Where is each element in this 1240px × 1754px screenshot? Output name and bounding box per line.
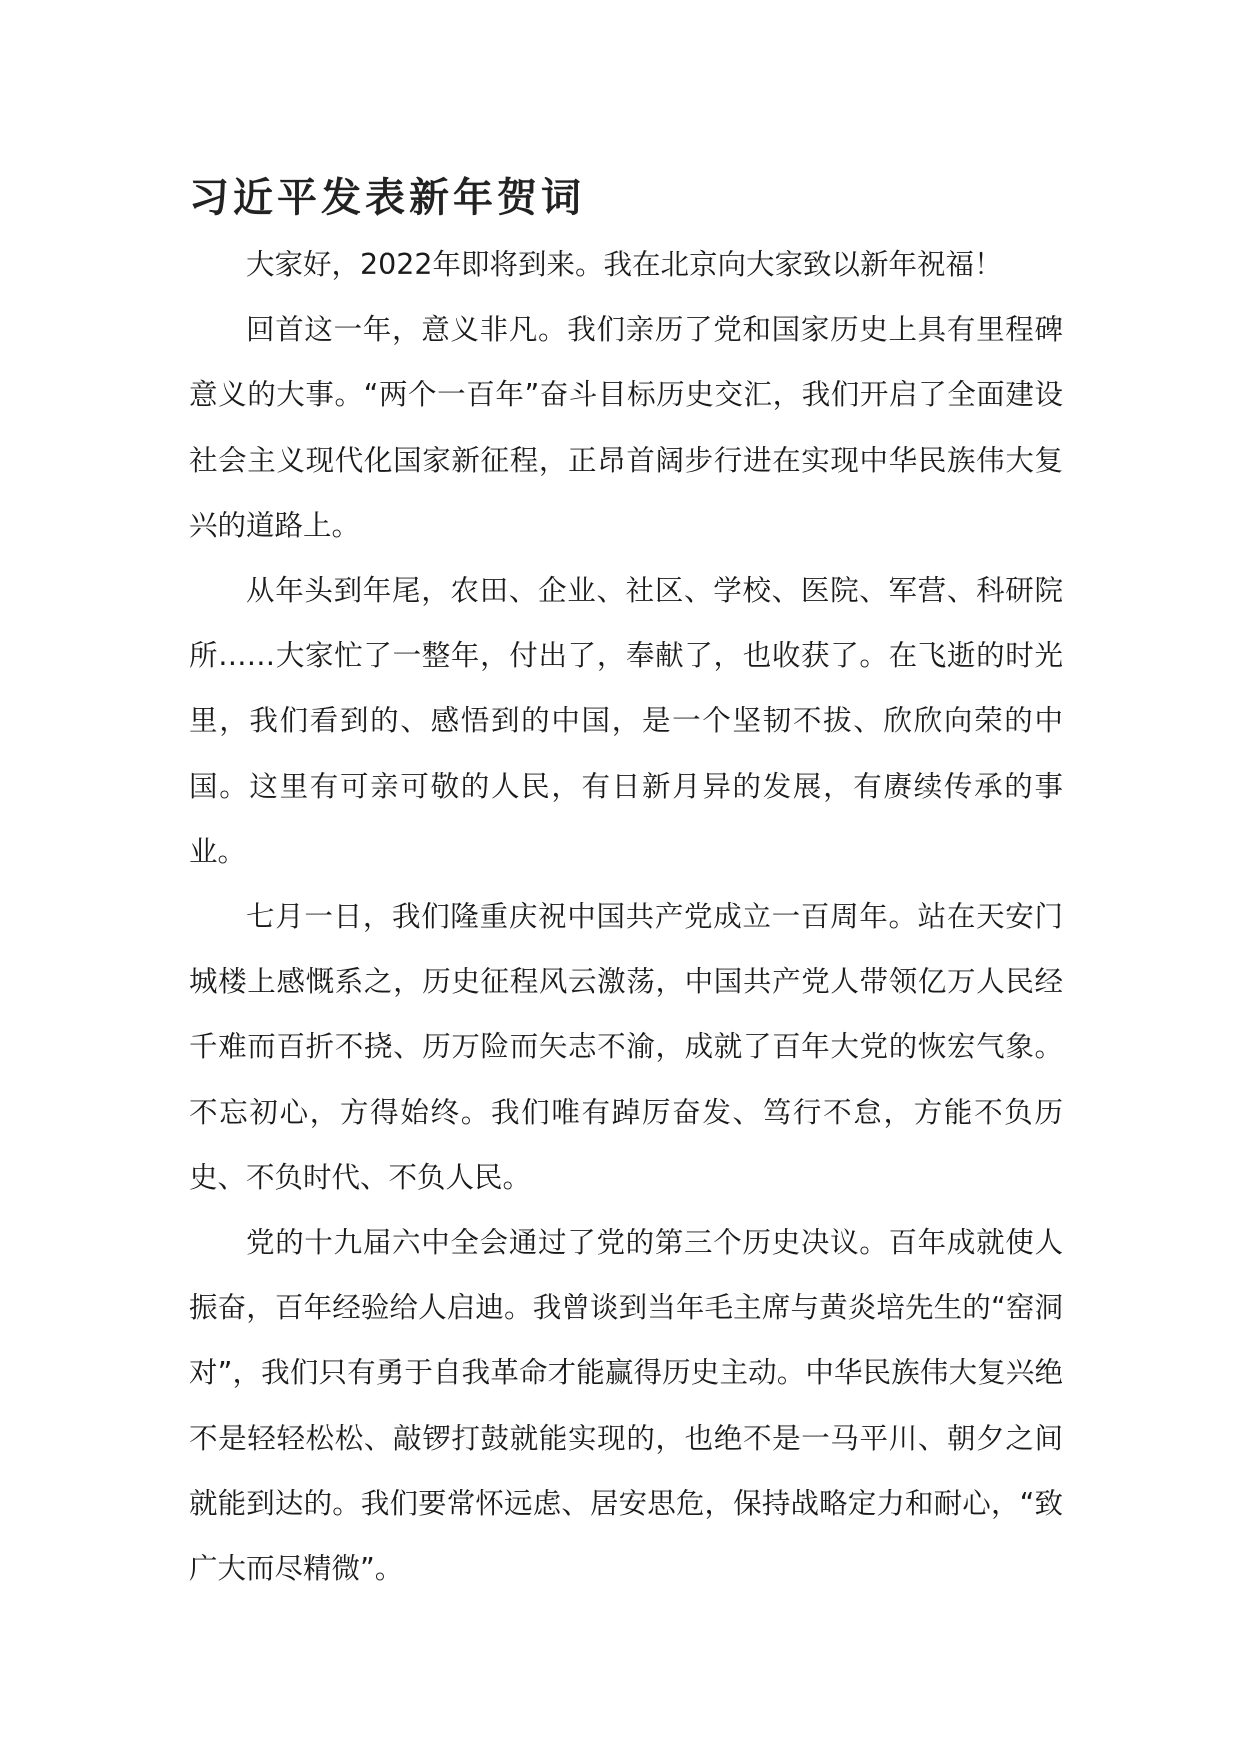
document-body xyxy=(189,232,1063,1601)
document-title: 习近平发表新年贺词 xyxy=(189,175,585,221)
paragraph: 党的十九届六中全会通过了党的第三个历史决议。百年成就使人振奋，百年经验给人启迪。我曾谈到当年毛主席与黄炎培先生的“窑洞对”，我们只有勇于自我革命才能赢得历史主动。中华民族伟大复兴绝不是轻轻松松、敲锣打鼓就能实现的，也绝不是一马平川、朝夕之间就能到达的。我们要常怀远虑、居安思危，保持战略定力和耐心，“致广大而尽精微”。 xyxy=(189,1226,1063,1586)
paragraph: 从年头到年尾，农田、企业、社区、学校、医院、军营、科研院所……大家忙了一整年，付出了，奉献了，也收获了。在飞逝的时光里，我们看到的、感悟到的中国，是一个坚韧不拔、欣欣向荣的中国。这里有可亲可敬的人民，有日新月异的发展，有赓续传承的事业。 xyxy=(189,574,1063,868)
paragraph: 回首这一年，意义非凡。我们亲历了党和国家历史上具有里程碑意义的大事。“两个一百年”奋斗目标历史交汇，我们开启了全面建设社会主义现代化国家新征程，正昂首阔步行进在实现中华民族伟大复兴的道路上。 xyxy=(189,313,1063,542)
paragraph: 大家好，2022年即将到来。我在北京向大家致以新年祝福！ xyxy=(246,248,1003,281)
paragraph: 七月一日，我们隆重庆祝中国共产党成立一百周年。站在天安门城楼上感慨系之，历史征程风云激荡，中国共产党人带领亿万人民经千难而百折不挠、历万险而矢志不渝，成就了百年大党的恢宏气象。不忘初心，方得始终。我们唯有踔厉奋发、笃行不怠，方能不负历史、不负时代、不负人民。 xyxy=(189,900,1063,1194)
